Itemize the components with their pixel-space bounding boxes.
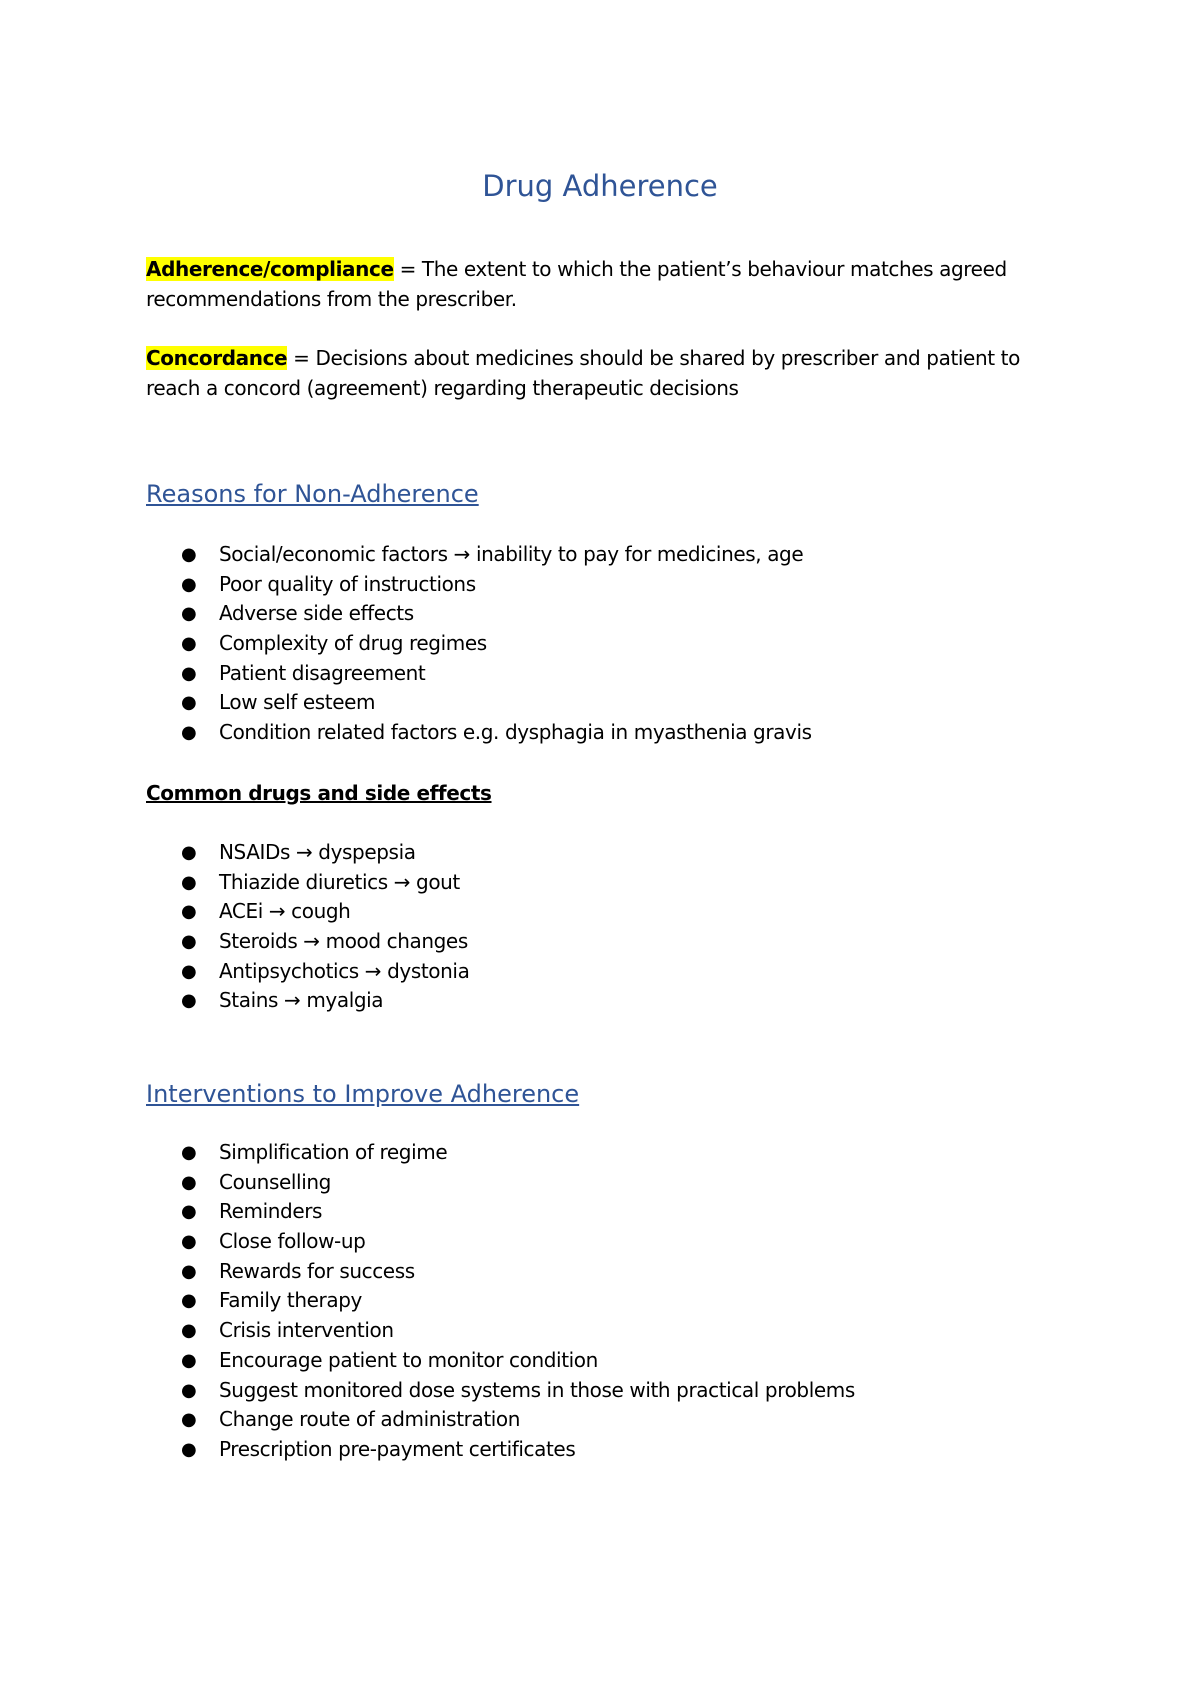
- list-item-text: Prescription pre-payment certificates: [219, 1436, 576, 1461]
- list-item-text: Reminders: [219, 1199, 323, 1224]
- definition-adherence: [146, 254, 1046, 314]
- bullet-icon: ●: [181, 1349, 197, 1371]
- list-item-text: Stains → myalgia: [219, 988, 384, 1013]
- list-item: [146, 599, 1096, 629]
- section-heading-reasons: Reasons for Non-Adherence: [146, 480, 479, 508]
- definition-text: = Decisions about medicines should be shared by prescriber and patient to reach a concord (agreement) regarding therapeutic decisions: [146, 346, 1020, 400]
- list-item-text: Change route of administration: [219, 1407, 521, 1432]
- bullet-icon: ●: [181, 603, 197, 625]
- bullet-icon: ●: [181, 1320, 197, 1342]
- list-item-text: Rewards for success: [219, 1258, 415, 1283]
- bullet-icon: ●: [181, 1171, 197, 1193]
- list-item: [146, 1138, 1096, 1168]
- bullet-icon: ●: [181, 1260, 197, 1282]
- list-item: [146, 718, 1096, 748]
- bullet-icon: ●: [181, 1290, 197, 1312]
- list-item: [146, 868, 1096, 898]
- bullet-icon: ●: [181, 901, 197, 923]
- bullet-icon: ●: [181, 544, 197, 565]
- list-item-text: Antipsychotics → dystonia: [219, 958, 470, 983]
- list-item: [146, 1197, 1096, 1227]
- list-item-text: Steroids → mood changes: [219, 929, 468, 954]
- list-item: [146, 540, 1096, 570]
- definition-concordance: [146, 343, 1046, 403]
- side-effects-list: [146, 838, 1096, 1016]
- list-item-text: Encourage patient to monitor condition: [219, 1347, 598, 1372]
- list-item: [146, 1405, 1096, 1435]
- list-item: [146, 838, 1096, 868]
- list-item-text: Family therapy: [219, 1288, 362, 1313]
- list-item: [146, 957, 1096, 987]
- list-item: [146, 897, 1096, 927]
- section-heading-interventions: Interventions to Improve Adherence: [146, 1080, 580, 1108]
- list-item-text: Crisis intervention: [219, 1318, 394, 1343]
- bullet-icon: ●: [181, 692, 197, 714]
- list-item: [146, 1286, 1096, 1316]
- list-item: [146, 1316, 1096, 1346]
- list-item-text: Low self esteem: [219, 690, 376, 715]
- list-item-text: Patient disagreement: [219, 660, 426, 685]
- list-item-text: Poor quality of instructions: [219, 571, 476, 596]
- list-item-text: Social/economic factors → inability to pay for medicines, age: [219, 542, 804, 566]
- list-item: [146, 1435, 1096, 1465]
- list-item: [146, 629, 1096, 659]
- list-item: [146, 1376, 1096, 1406]
- bullet-icon: ●: [181, 931, 197, 953]
- bullet-icon: ●: [181, 960, 197, 982]
- list-item: [146, 570, 1096, 600]
- bullet-icon: ●: [181, 573, 197, 595]
- list-item-text: Simplification of regime: [219, 1140, 448, 1164]
- list-item: [146, 986, 1096, 1016]
- bullet-icon: ●: [181, 842, 197, 863]
- list-item-text: Condition related factors e.g. dysphagia in myasthenia gravis: [219, 720, 812, 745]
- bullet-icon: ●: [181, 990, 197, 1012]
- definition-text: = The extent to which the patient’s behaviour matches agreed recommendations from the prescriber.: [146, 257, 1007, 311]
- list-item-text: NSAIDs → dyspepsia: [219, 840, 416, 864]
- bullet-icon: ●: [181, 722, 197, 744]
- list-item: [146, 1227, 1096, 1257]
- list-item-text: Suggest monitored dose systems in those with practical problems: [219, 1377, 855, 1402]
- bullet-icon: ●: [181, 1409, 197, 1431]
- list-item-text: ACEi → cough: [219, 899, 351, 924]
- list-item: [146, 927, 1096, 957]
- bullet-icon: ●: [181, 1231, 197, 1253]
- list-item: [146, 688, 1096, 718]
- bullet-icon: ●: [181, 662, 197, 684]
- bullet-icon: ●: [181, 871, 197, 893]
- list-item-text: Counselling: [219, 1169, 331, 1194]
- list-item: [146, 659, 1096, 689]
- list-item: [146, 1346, 1096, 1376]
- bullet-icon: ●: [181, 1379, 197, 1401]
- list-item-text: Thiazide diuretics → gout: [219, 869, 460, 894]
- bullet-icon: ●: [181, 1201, 197, 1223]
- section-heading-side-effects: Common drugs and side effects: [146, 781, 492, 805]
- bullet-icon: ●: [181, 633, 197, 655]
- bullet-icon: ●: [181, 1438, 197, 1460]
- list-item-text: Complexity of drug regimes: [219, 631, 487, 656]
- list-item: [146, 1257, 1096, 1287]
- list-item: [146, 1168, 1096, 1198]
- bullet-icon: ●: [181, 1142, 197, 1163]
- list-item-text: Adverse side effects: [219, 601, 414, 626]
- reasons-list: [146, 540, 1096, 748]
- document-title: Drug Adherence: [482, 169, 718, 203]
- definition-term-highlight: Concordance: [146, 346, 288, 370]
- list-item-text: Close follow-up: [219, 1229, 366, 1254]
- definition-term-highlight: Adherence/compliance: [146, 257, 394, 281]
- interventions-list: [146, 1138, 1096, 1465]
